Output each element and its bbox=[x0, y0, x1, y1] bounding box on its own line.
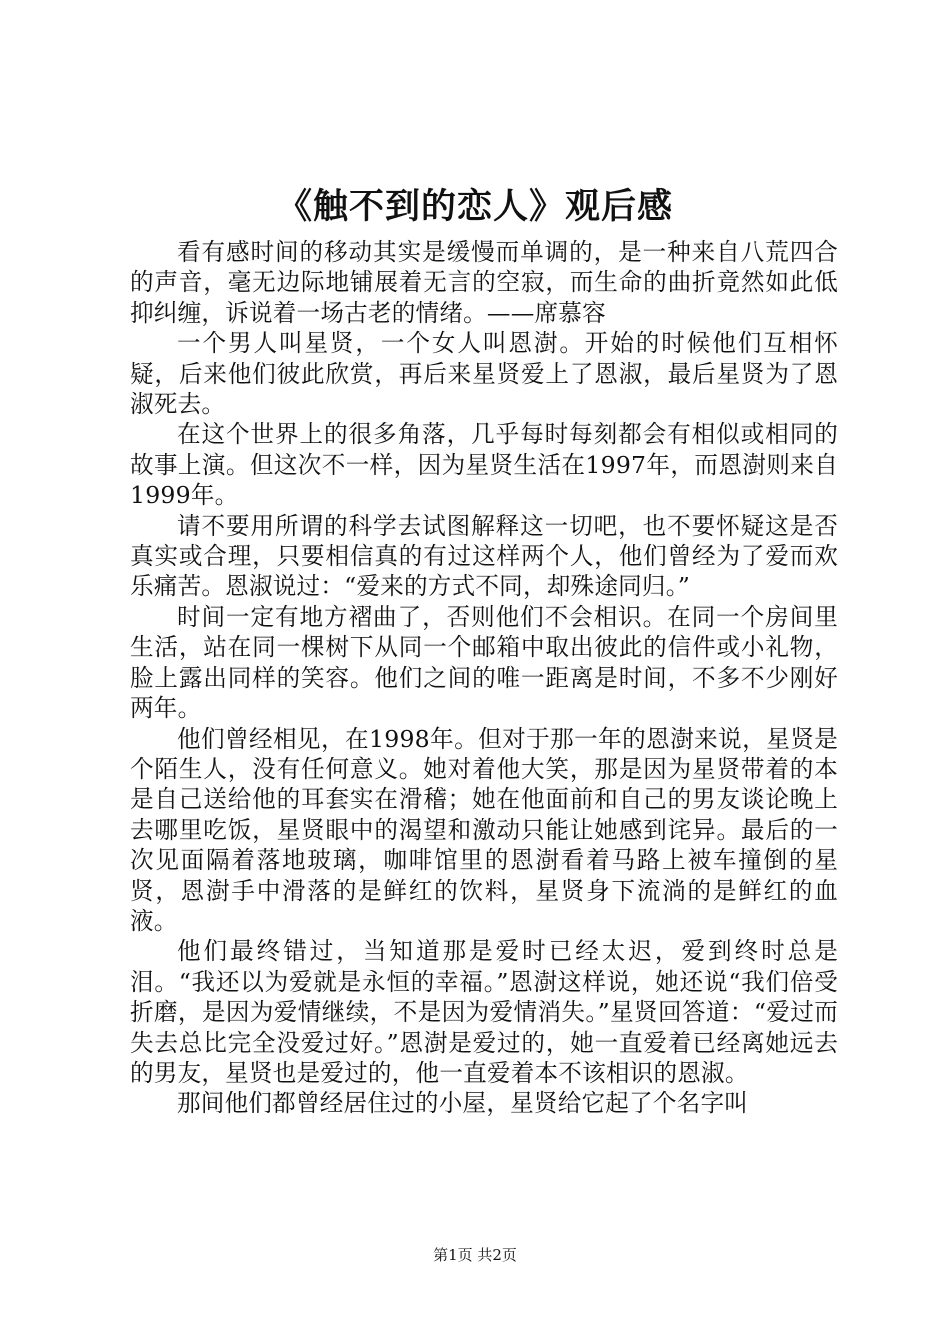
document-body bbox=[130, 237, 838, 1119]
document-title: 《触不到的恋人》观后感 bbox=[276, 186, 673, 227]
paragraph: 那间他们都曾经居住过的小屋，星贤给它起了个名字叫 bbox=[177, 1089, 749, 1118]
paragraph: 时间一定有地方褶曲了，否则他们不会相识。在同一个房间里生活，站在同一棵树下从同一个邮箱中取出彼此的信件或小礼物，脸上露出同样的笑容。他们之间的唯一距离是时间，不多不少刚好两年。 bbox=[130, 602, 838, 723]
paragraph: 看有感时间的移动其实是缓慢而单调的，是一种来自八荒四合的声音，毫无边际地铺展着无言的空寂，而生命的曲折竟然如此低抑纠缠，诉说着一场古老的情绪。——席慕容 bbox=[130, 238, 838, 327]
paragraph: 一个男人叫星贤，一个女人叫恩澍。开始的时候他们互相怀疑，后来他们彼此欣赏，再后来星贤爱上了恩淑，最后星贤为了恩淑死去。 bbox=[130, 329, 838, 419]
page-footer: 第1页 共2页 bbox=[433, 1246, 517, 1264]
paragraph: 请不要用所谓的科学去试图解释这一切吧，也不要怀疑这是否真实或合理，只要相信真的有过这样两个人，他们曾经为了爱而欢乐痛苦。恩淑说过：“爱来的方式不同，却殊途同归。” bbox=[130, 511, 838, 601]
paragraph: 他们最终错过，当知道那是爱时已经太迟，爱到终时总是泪。“我还以为爱就是永恒的幸福。”恩澍这样说，她还说“我们倍受折磨，是因为爱情继续，不是因为爱情消失。”星贤回答道：“爱过而失去总比完全没爱过好。”恩澍是爱过的，她一直爱着已经离她远去的男友，星贤也是爱过的，他一直爱着本不该相识的恩淑。 bbox=[130, 937, 838, 1087]
paragraph: 他们曾经相见，在1998年。但对于那一年的恩澍来说，星贤是个陌生人，没有任何意义。她对着他大笑，那是因为星贤带着的本是自己送给他的耳套实在滑稽；她在他面前和自己的男友谈论晚上去哪里吃饭，星贤眼中的渴望和激动只能让她感到诧异。最后的一次见面隔着落地玻璃，咖啡馆里的恩澍看着马路上被车撞倒的星贤，恩澍手中滑落的是鲜红的饮料，星贤身下流淌的是鲜红的血液。 bbox=[130, 724, 838, 935]
paragraph: 在这个世界上的很多角落，几乎每时每刻都会有相似或相同的故事上演。但这次不一样，因为星贤生活在1997年，而恩澍则来自1999年。 bbox=[130, 420, 838, 510]
